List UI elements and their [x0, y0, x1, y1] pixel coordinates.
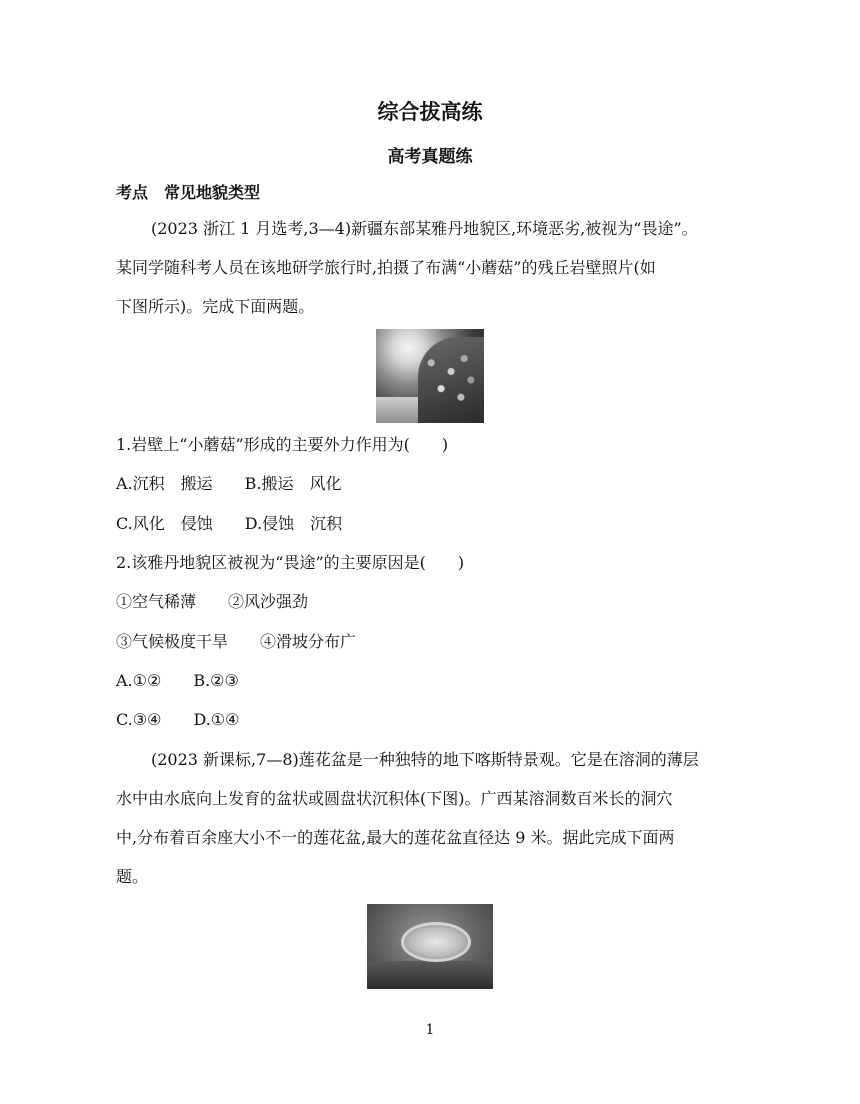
- passage2-line-1: (2023 新课标,7—8)莲花盆是一种独特的地下喀斯特景观。它是在溶洞的薄层: [151, 750, 699, 769]
- lotus-basin-photo: [367, 904, 493, 989]
- yardang-rock-wall-photo: [376, 329, 484, 423]
- page-subtitle: 高考真题练: [387, 147, 473, 167]
- passage1-line-3: 下图所示)。完成下面两题。: [116, 297, 315, 316]
- passage2-line-4: 题。: [116, 867, 149, 886]
- passage1-line-1: (2023 浙江 1 月选考,3—4)新疆东部某雅丹地貌区,环境恶劣,被视为“畏途”。: [151, 219, 698, 238]
- page-number: 1: [425, 1022, 435, 1038]
- question-2-options-ab: A.①② B.②③: [116, 671, 239, 690]
- section-heading: 考点 常见地貌类型: [116, 183, 261, 202]
- passage2-line-2: 水中由水底向上发育的盆状或圆盘状沉积体(下图)。广西某溶洞数百米长的洞穴: [116, 789, 673, 808]
- question-1-options-cd: C.风化 侵蚀 D.侵蚀 沉积: [116, 514, 343, 533]
- passage2-line-3: 中,分布着百余座大小不一的莲花盆,最大的莲花盆直径达 9 米。据此完成下面两: [116, 828, 675, 847]
- page-title: 综合拔高练: [377, 100, 483, 124]
- passage1-line-2: 某同学随科考人员在该地研学旅行时,拍摄了布满“小蘑菇”的残丘岩壁照片(如: [116, 258, 656, 277]
- question-2-stem: 2.该雅丹地貌区被视为“畏途”的主要原因是( ): [116, 553, 465, 572]
- question-2-items-34: ③气候极度干旱 ④滑坡分布广: [116, 632, 357, 651]
- question-1-options-ab: A.沉积 搬运 B.搬运 风化: [116, 474, 342, 493]
- question-2-options-cd: C.③④ D.①④: [116, 710, 240, 729]
- question-2-items-12: ①空气稀薄 ②风沙强劲: [116, 592, 309, 611]
- question-1-stem: 1.岩壁上“小蘑菇”形成的主要外力作用为( ): [116, 435, 449, 454]
